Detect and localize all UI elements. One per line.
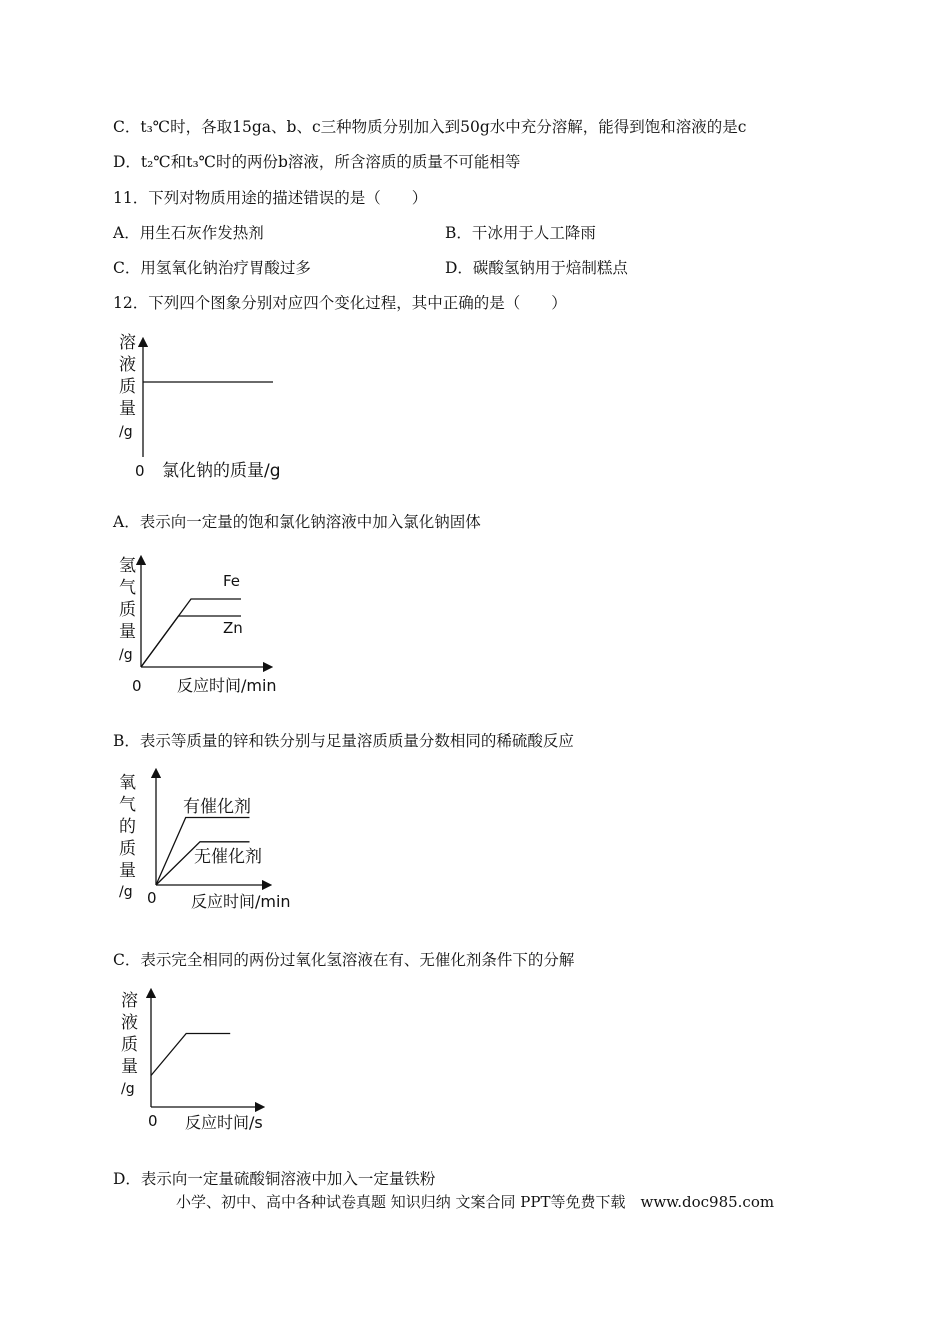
q12-option-c: C．表示完全相同的两份过氧化氢溶液在有、无催化剂条件下的分解 (113, 951, 575, 969)
chart-d (110, 985, 290, 1139)
q10-option-d: D．t₂℃和t₃℃时的两份b溶液，所含溶质的质量不可能相等 (113, 153, 521, 171)
chart-d-ylabel-3: 量 (121, 1057, 138, 1077)
chart-c (110, 770, 310, 919)
q11-option-d: D．碳酸氢钠用于焙制糕点 (445, 259, 628, 277)
chart-b-ylabel-3: 量 (119, 622, 136, 642)
q11-stem: 11．下列对物质用途的描述错误的是（ ） (113, 189, 428, 207)
chart-a (110, 330, 290, 494)
q11-option-b: B．干冰用于人工降雨 (445, 224, 596, 242)
chart-d-ylabel-0: 溶 (121, 991, 138, 1011)
chart-d-ylabel-1: 液 (121, 1013, 138, 1033)
chart-a-ylabel-2: 质 (119, 377, 136, 397)
chart-b-label-zn: Zn (223, 619, 243, 637)
chart-c-xlabel: 反应时间/min (191, 892, 291, 911)
chart-d-ylabel-group (121, 991, 138, 1097)
chart-a-ylabel-3: 量 (119, 399, 136, 419)
chart-d-ylabel-2: 质 (121, 1035, 138, 1055)
chart-c-ylabel-4: 量 (119, 861, 136, 881)
chart-b-ylabel-4: /g (119, 647, 133, 663)
chart-b-ylabel-2: 质 (119, 600, 136, 620)
chart-b-origin: 0 (132, 677, 142, 695)
chart-b-xlabel: 反应时间/min (177, 676, 277, 695)
q12-stem: 12．下列四个图象分别对应四个变化过程，其中正确的是（ ） (113, 294, 567, 312)
chart-a-ylabel-4: /g (119, 424, 133, 440)
chart-d-origin: 0 (148, 1112, 158, 1130)
chart-d-series-0 (151, 1034, 230, 1076)
chart-c-ylabel-2: 的 (119, 817, 136, 837)
q12-option-b: B．表示等质量的锌和铁分别与足量溶质质量分数相同的稀硫酸反应 (113, 732, 574, 750)
chart-c-label-catalyst: 有催化剂 (183, 797, 251, 817)
chart-c-ylabel-group (119, 773, 136, 900)
chart-d-ylabel-4: /g (121, 1081, 135, 1097)
chart-c-label-no-catalyst: 无催化剂 (194, 847, 262, 867)
chart-b-ylabel-1: 气 (119, 578, 136, 598)
chart-c-ylabel-1: 气 (119, 795, 136, 815)
chart-b-label-fe: Fe (223, 572, 241, 590)
q12-option-d: D．表示向一定量硫酸铜溶液中加入一定量铁粉 (113, 1170, 436, 1188)
q11-option-a: A．用生石灰作发热剂 (113, 224, 264, 242)
chart-a-origin: 0 (135, 462, 145, 480)
chart-c-ylabel-3: 质 (119, 839, 136, 859)
chart-b-ylabel-0: 氢 (119, 556, 136, 576)
chart-c-origin: 0 (147, 889, 157, 907)
chart-a-xlabel: 氯化钠的质量/g (162, 461, 281, 481)
chart-b (110, 550, 310, 704)
chart-a-ylabel-group (119, 333, 136, 440)
chart-c-ylabel-0: 氧 (119, 773, 136, 793)
q10-option-c: C．t₃℃时，各取15ga、b、c三种物质分别加入到50g水中充分溶解，能得到饱和溶液的是c (113, 118, 747, 136)
chart-d-xlabel: 反应时间/s (185, 1113, 263, 1132)
chart-b-ylabel-group (119, 556, 136, 663)
q11-option-c: C．用氢氧化钠治疗胃酸过多 (113, 259, 311, 277)
chart-a-ylabel-0: 溶 (119, 333, 136, 353)
page-footer: 小学、初中、高中各种试卷真题 知识归纳 文案合同 PPT等免费下载 www.doc985.com (176, 1193, 775, 1211)
chart-c-ylabel-5: /g (119, 884, 133, 900)
chart-a-ylabel-1: 液 (119, 355, 136, 375)
q12-option-a: A．表示向一定量的饱和氯化钠溶液中加入氯化钠固体 (113, 513, 481, 531)
